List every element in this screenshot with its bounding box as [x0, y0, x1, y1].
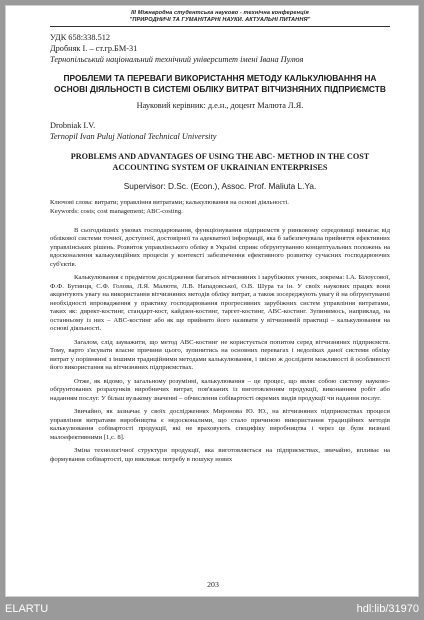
- document-page: [5, 5, 419, 597]
- keywords-block: [50, 199, 390, 217]
- keywords-ua: Ключові слова: витрати; управління витратами; калькулювання на основі діяльності.: [50, 199, 289, 206]
- paragraph: В сьогоднішніх умовах господарювання, функціонування підприємств у ринковому середовищі вимагає від облікової системи точної, доступної, достовірної та адекватної інформації, яка б забезпечувала прийняття ефективних управлінських рішень. Розвиток управлінського обліку в Україні сприяє обґрунтуванню концептуальних положень на вдосконалення калькуляційних процесів у контексті забезпечення ефективного розвитку сучасних господарюючих суб'єктів.: [50, 226, 390, 268]
- repository-footer: [0, 600, 424, 620]
- paragraph: Загалом, слід зауважити, що метод АВС-костинг не користується попитом серед вітчизняних підприємств. Тому, варто з'ясувати власне причини цього, зупинитись на основних перевагах і недоліках даної системи обліку витрат у порівнянні з іншими традиційними методами калькулювання, і звісно ж дослідити можливості й особливості його використання на вітчизняних підприємствах.: [50, 338, 390, 372]
- paragraph: Зміна технологічної структури продукції, яка виготовляється на підприємствах, звичайно, впливає на формування собівартості, що викликає потребу в пошуку нових: [50, 447, 390, 463]
- title-en: PROBLEMS AND ADVANTAGES OF USING THE ABC- METHOD IN THE COST ACCOUNTING SYSTEM OF UKRAINIAN ENTERPRISES: [70, 152, 370, 172]
- conference-header-line2: "ПРИРОДНИЧІ ТА ГУМАНІТАРНІ НАУКИ. АКТУАЛЬНІ ПИТАННЯ": [129, 17, 311, 23]
- author-en: Drobniak I.V.: [50, 121, 96, 130]
- supervisor-en: Supervisor: D.Sc. (Econ.), Assoc. Prof. Maliuta L.Ya.: [123, 181, 317, 191]
- udc-code: УДК 658:338.512: [50, 33, 111, 42]
- university-ua: Тернопільський національний технічний університет імені Івана Пулюя: [50, 55, 304, 64]
- paragraph: Калькулювання є предметом дослідження багатьох вітчизняних і зарубіжних учених, зокрема: І.А. Білоусової, Ф.Ф. Бутинця, С.Ф. Голова, Л.Я. Малюти, Л.В. Нападовської, О.В. Шура та ін. У своїх наукових працях вони акцентують увагу на використання вітчизняних методів обліку витрат, а також зосереджують увагу й на обґрунтуванні необхідності впровадження у практику господарювання прогресивних зарубіжних систем управління витратами, таких як: директ-костинг, стандарт-кост, кайдзен-костинг, таргет-костинг, АВС-костинг. Зупинимось, наприклад, на останньому із них – АВС-костинг або як ще прийнято його називати у вітчизняній практиці – калькулювання на основі діяльності.: [50, 274, 390, 333]
- supervisor-ua: Науковий керівник: д.е.н., доцент Малюта Л.Я.: [136, 101, 304, 110]
- repository-name: ELARTU: [5, 603, 49, 615]
- conference-header-line1: III Міжнародна студентська науково - технічна конференція: [131, 10, 309, 16]
- paragraph: Звичайно, як зазначає у своїх дослідженнях Миронова Ю. Ю., на вітчизняних підприємствах процеси управління витратами виробництва є недосконалими, що стало причиною використання традиційних методів калькулювання собівартості продукції, які не враховують специфіку виробництва і через це були визнані малоефективними [1,с. 8].: [50, 408, 390, 441]
- conference-header: [50, 10, 390, 24]
- title-ua: ПРОБЛЕМИ ТА ПЕРЕВАГИ ВИКОРИСТАННЯ МЕТОДУ КАЛЬКУЛЮВАННЯ НА ОСНОВІ ДІЯЛЬНОСТІ В СИСТЕМІ ОБЛІКУ ВИТРАТ ВІТЧИЗНЯНИХ ПІДПРИЄМСТВ: [54, 73, 386, 94]
- page-content: [50, 10, 390, 469]
- author-ua: Дробняк І. – ст.гр.БМ-31: [50, 44, 138, 53]
- handle-id: hdl:lib/31970: [356, 603, 419, 615]
- header-divider: [50, 26, 390, 27]
- body-text: [50, 227, 390, 465]
- paragraph: Отже, як відомо, у загальному розумінні, калькулювання – це процес, що являє собою систему науково-обґрунтованих розрахунків виробничих витрат, пов'язаних із виготовленням продукції, виконанням робіт або наданням послуг. У більш вузькому значенні – обчислення собівартості окремих видів продукції чи надання послуг.: [50, 377, 390, 402]
- page-number: 203: [207, 580, 219, 589]
- university-en: Ternopil Ivan Puluj National Technical University: [50, 132, 217, 141]
- keywords-en: Keywords: costs; cost management; ABC-costing.: [50, 207, 183, 215]
